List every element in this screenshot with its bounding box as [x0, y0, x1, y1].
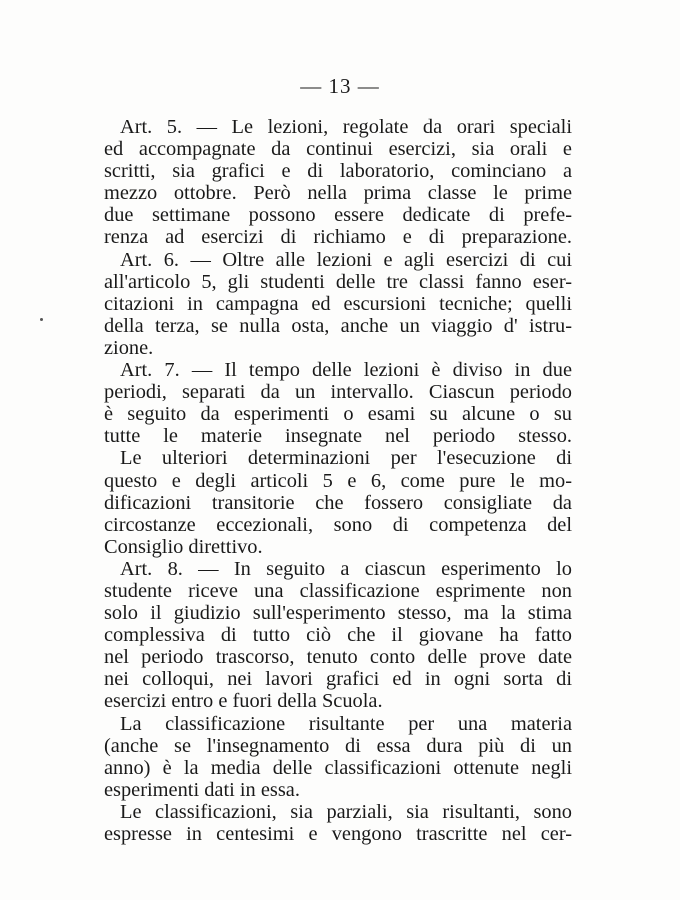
text-line: (anche se l'insegnamento di essa dura più di un — [104, 734, 572, 757]
text-line: all'articolo 5, gli studenti delle tre classi fanno eser- — [104, 270, 572, 293]
text-line: due settimane possono essere dedicate di prefe- — [104, 204, 572, 227]
text-line: complessiva di tutto ciò che il giovane ha fatto — [104, 624, 572, 647]
paragraph-art-7 — [104, 359, 572, 447]
text-line: anno) è la media delle classificazioni ottenute negli — [104, 756, 572, 779]
stray-ink-mark — [40, 318, 43, 321]
text-line: nei colloqui, nei lavori grafici ed in ogni sorta di — [104, 668, 572, 691]
text-line: nel periodo trascorso, tenuto conto delle prove date — [104, 646, 572, 669]
text-line: periodi, separati da un intervallo. Ciascun periodo — [104, 381, 572, 404]
text-line: espresse in centesimi e vengono trascritte nel cer- — [104, 823, 572, 845]
text-line: ed accompagnate da continui esercizi, sia orali e — [104, 138, 572, 161]
page-number: — 13 — — [300, 74, 380, 98]
paragraph-art-8-centesimi — [104, 801, 572, 845]
text-line: Art. 7. — Il tempo delle lezioni è diviso in due — [120, 359, 572, 382]
text-line: zione. — [104, 336, 154, 359]
text-line: esercizi entro e fuori della Scuola. — [104, 690, 383, 713]
text-line: citazioni in campagna ed escursioni tecniche; quelli — [104, 292, 572, 315]
paragraph-art-6 — [104, 249, 572, 359]
text-line: Art. 8. — In seguito a ciascun esperimento lo — [120, 557, 572, 580]
text-line: è seguito da esperimenti o esami su alcune o su — [104, 403, 572, 426]
text-line: scritti, sia grafici e di laboratorio, cominciano a — [104, 160, 572, 183]
text-line: circostanze eccezionali, sono di competenza del — [104, 513, 572, 536]
paragraph-art-8 — [104, 558, 572, 713]
text-line: Consiglio direttivo. — [104, 535, 263, 558]
text-line: esperimenti dati in essa. — [104, 778, 300, 801]
text-line: tutte le materie insegnate nel periodo stesso. — [104, 425, 572, 448]
paragraph-art-5 — [104, 116, 572, 249]
text-line: La classificazione risultante per una materia — [120, 712, 572, 735]
text-line: Le ulteriori determinazioni per l'esecuzione di — [120, 447, 572, 470]
text-line: Art. 5. — Le lezioni, regolate da orari speciali — [120, 116, 572, 138]
text-line: mezzo ottobre. Però nella prima classe le prime — [104, 182, 572, 205]
text-line: Le classificazioni, sia parziali, sia risultanti, sono — [120, 800, 572, 823]
paragraph-art-7-determinations — [104, 447, 572, 557]
text-line: dificazioni transitorie che fossero consigliate da — [104, 491, 572, 514]
text-line: Art. 6. — Oltre alle lezioni e agli esercizi di cui — [120, 248, 572, 271]
text-line: questo e degli articoli 5 e 6, come pure le mo- — [104, 469, 572, 492]
text-line: studente riceve una classificazione esprimente non — [104, 579, 572, 602]
paragraph-art-8-classification — [104, 713, 572, 801]
text-line: renza ad esercizi di richiamo e di preparazione. — [104, 226, 572, 249]
article-text — [104, 116, 572, 845]
text-line: solo il giudizio sull'esperimento stesso, ma la stima — [104, 602, 572, 625]
text-line: della terza, se nulla osta, anche un viaggio d' istru- — [104, 314, 572, 337]
